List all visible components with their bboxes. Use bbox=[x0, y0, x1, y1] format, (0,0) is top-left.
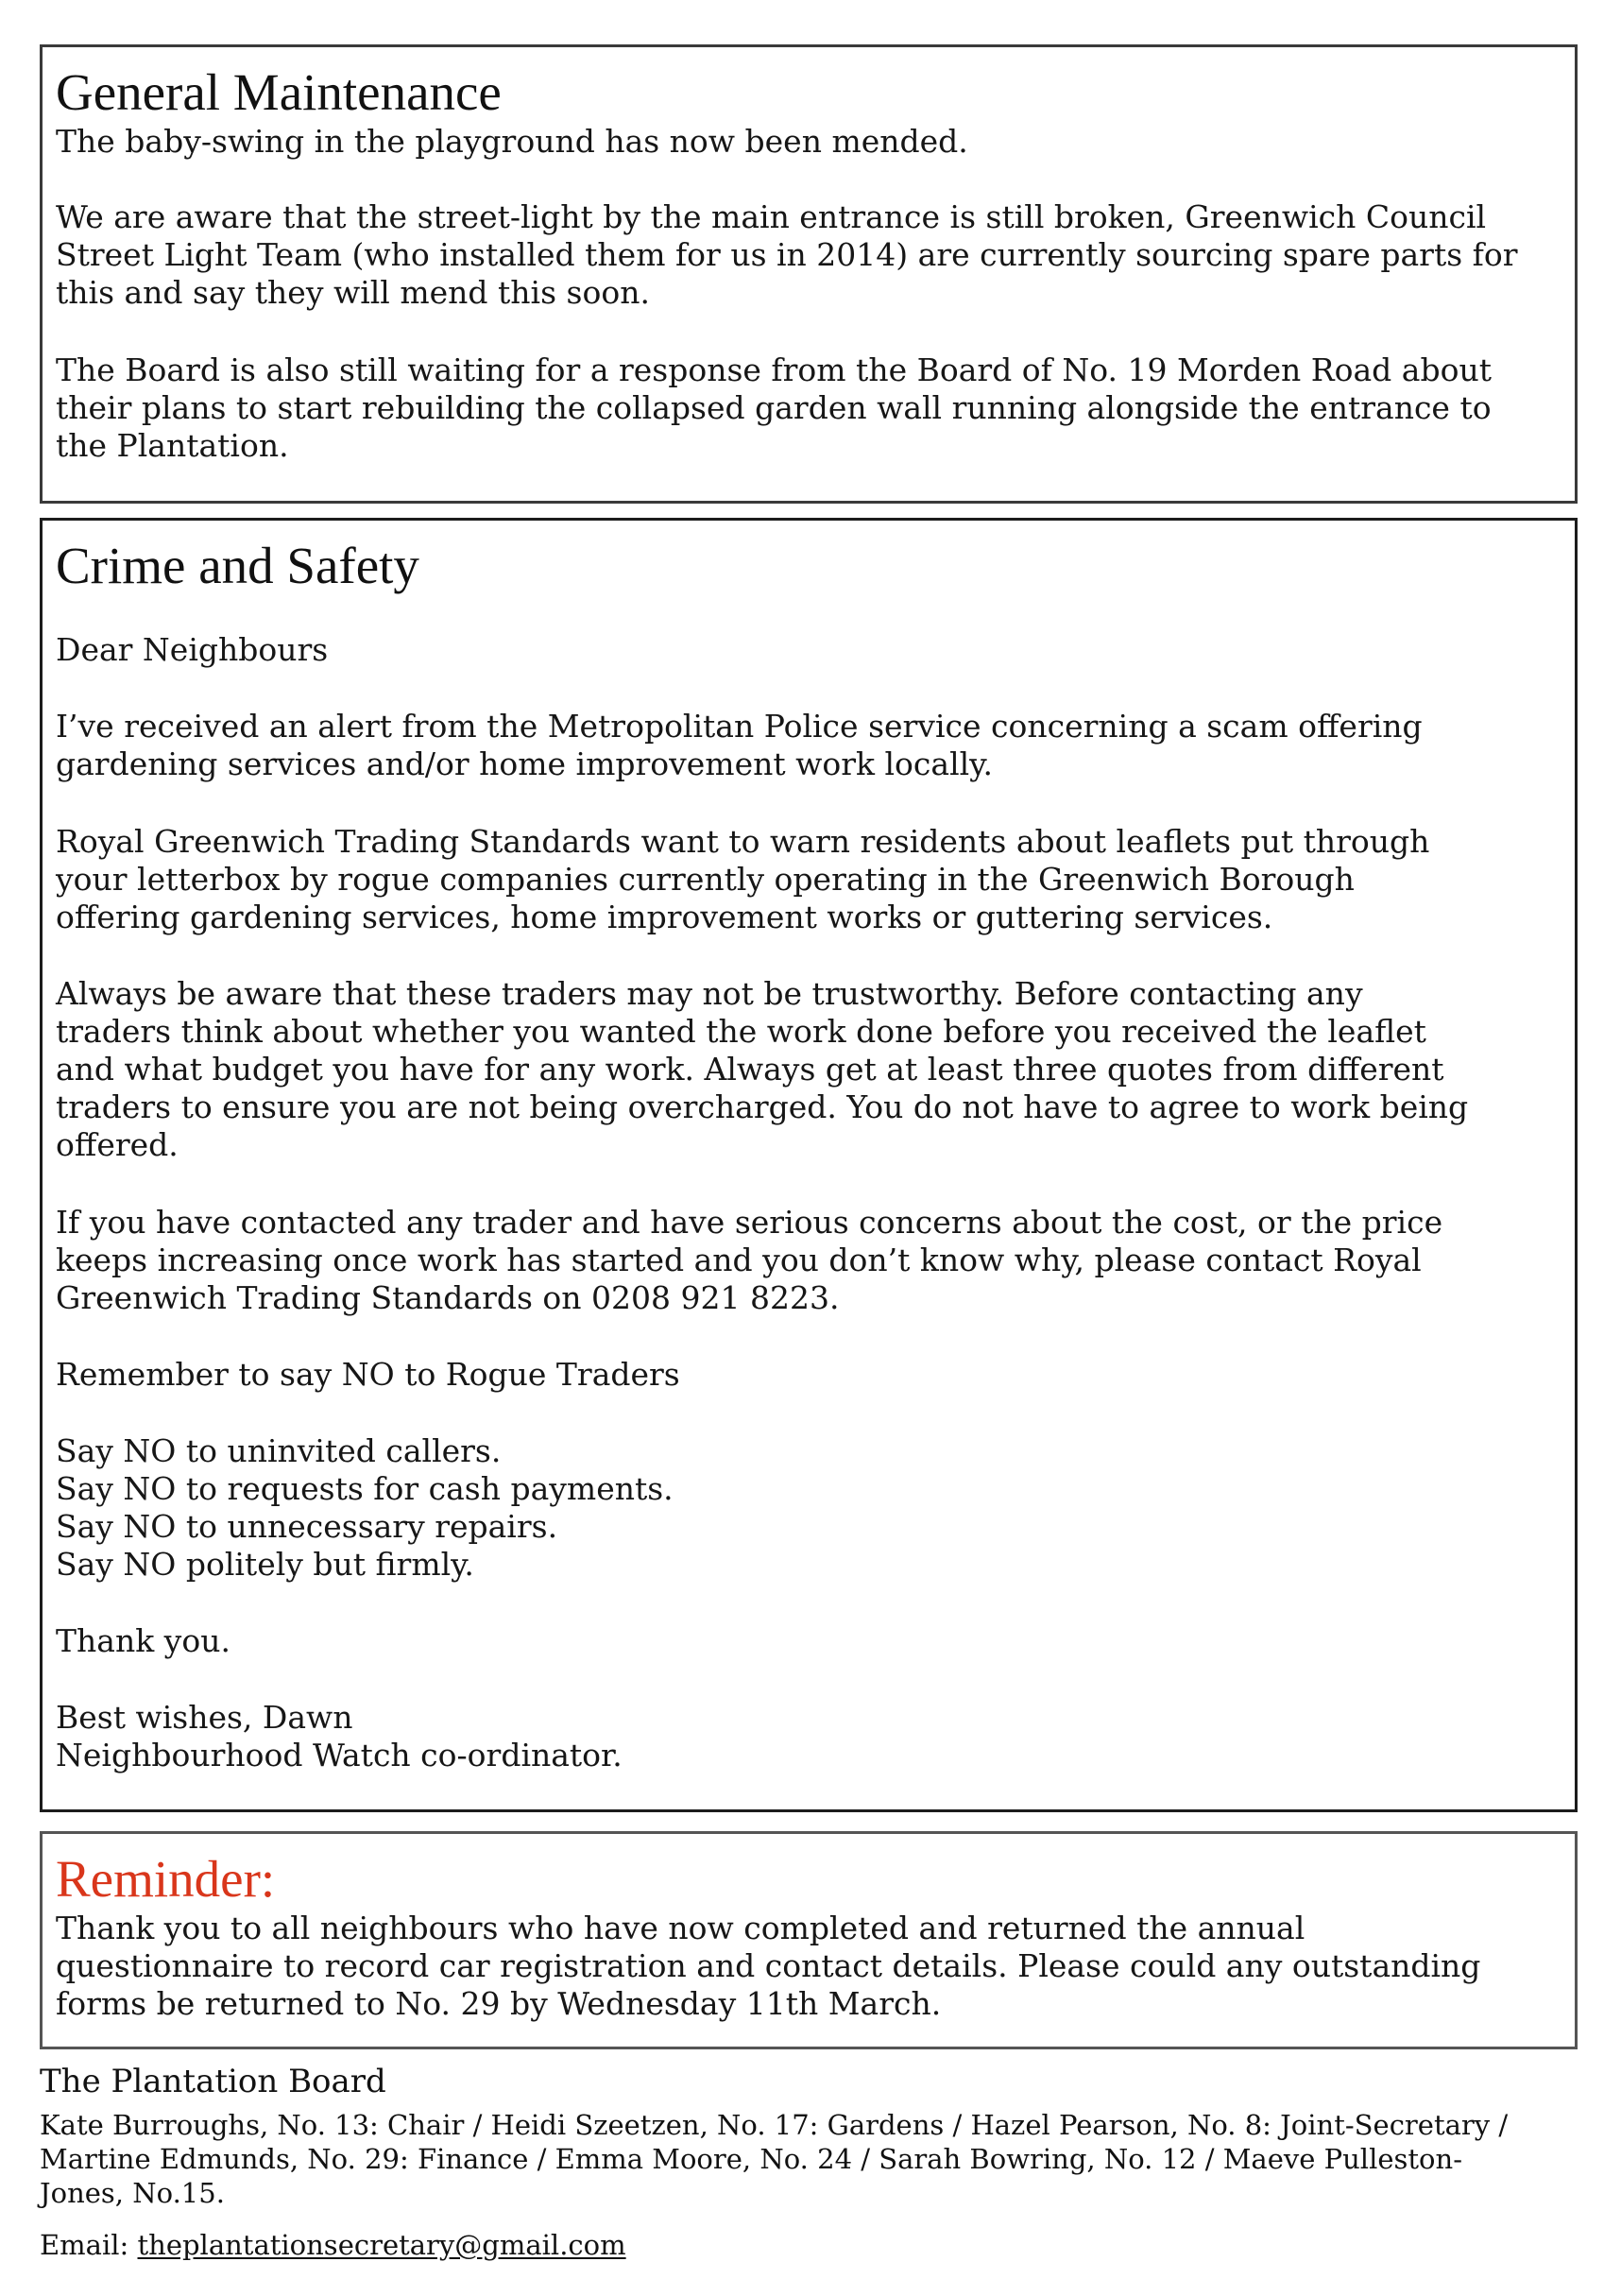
email-label: Email: bbox=[40, 2229, 129, 2261]
email-link[interactable]: theplantationsecretary@gmail.com bbox=[137, 2229, 626, 2261]
crime-greeting: Dear Neighbours bbox=[56, 631, 329, 668]
list-item: Say NO to requests for cash payments. bbox=[56, 1470, 674, 1507]
crime-signoff-role: Neighbourhood Watch co-ordinator. bbox=[56, 1737, 623, 1773]
crime-paragraph-remember: Remember to say NO to Rogue Traders bbox=[56, 1356, 680, 1393]
reminder-text: Thank you to all neighbours who have now completed and returned the annual questionnaire to record car registration and contact details. Please could any outstanding forms be returned to No. 29 by Wednesday 11th March. bbox=[56, 1910, 1481, 2022]
list-item: Say NO to uninvited callers. bbox=[56, 1432, 502, 1469]
crime-paragraph-alert: I’ve received an alert from the Metropolitan Police service concerning a scam offering gardening services and/or home improvement work locally. bbox=[56, 708, 1423, 782]
list-item: Say NO to unnecessary repairs. bbox=[56, 1508, 558, 1545]
general-maintenance-section bbox=[40, 44, 1578, 504]
maintenance-paragraph-swing: The baby-swing in the playground has now been mended. bbox=[56, 123, 968, 160]
maintenance-paragraph-streetlight: We are aware that the street-light by the main entrance is still broken, Greenwich Council Street Light Team (who installed them for us in 2014) are currently sourcing spare parts for this and say they will mend this soon. bbox=[56, 198, 1518, 311]
crime-paragraph-trustworthy: Always be aware that these traders may not be trustworthy. Before contacting any traders think about whether you wanted the work done before you received the leaflet and what budget you have for any work. Always get at least three quotes from different traders to ensure you are not being overcharged. You do not have to agree to work being offered. bbox=[56, 975, 1469, 1163]
crime-paragraph-concerns: If you have contacted any trader and have serious concerns about the cost, or the price keeps increasing once work has started and you don’t know why, please contact Royal Greenwich Trading Standards on 0208 921 8223. bbox=[56, 1204, 1443, 1316]
board-title: The Plantation Board bbox=[40, 2063, 386, 2100]
crime-and-safety-heading: Crime and Safety bbox=[56, 537, 419, 594]
board-members: Kate Burroughs, No. 13: Chair / Heidi Szeetzen, No. 17: Gardens / Hazel Pearson, No. 8: Joint-Secretary / Martine Edmunds, No. 29: Finance / Emma Moore, No. 24 / Sarah Bowring, No. 12 / Maeve Pulleston- Jones, No.15. bbox=[40, 2109, 1509, 2209]
crime-paragraph-trading-standards: Royal Greenwich Trading Standards want to warn residents about leaflets put through your letterbox by rogue companies currently operating in the Greenwich Borough offering gardening services, home improvement works or guttering services. bbox=[56, 823, 1430, 935]
maintenance-paragraph-garden-wall: The Board is also still waiting for a response from the Board of No. 19 Morden Road about their plans to start rebuilding the collapsed garden wall running alongside the entrance to the Plantation. bbox=[56, 351, 1492, 464]
general-maintenance-heading: General Maintenance bbox=[56, 63, 502, 121]
reminder-heading: Reminder: bbox=[56, 1850, 276, 1908]
reminder-section bbox=[40, 1831, 1578, 2049]
crime-signoff: Best wishes, Dawn bbox=[56, 1699, 353, 1736]
crime-and-safety-section bbox=[40, 518, 1578, 1812]
email-line bbox=[40, 2228, 626, 2262]
list-item: Say NO politely but firmly. bbox=[56, 1546, 474, 1583]
crime-thanks: Thank you. bbox=[56, 1622, 230, 1659]
